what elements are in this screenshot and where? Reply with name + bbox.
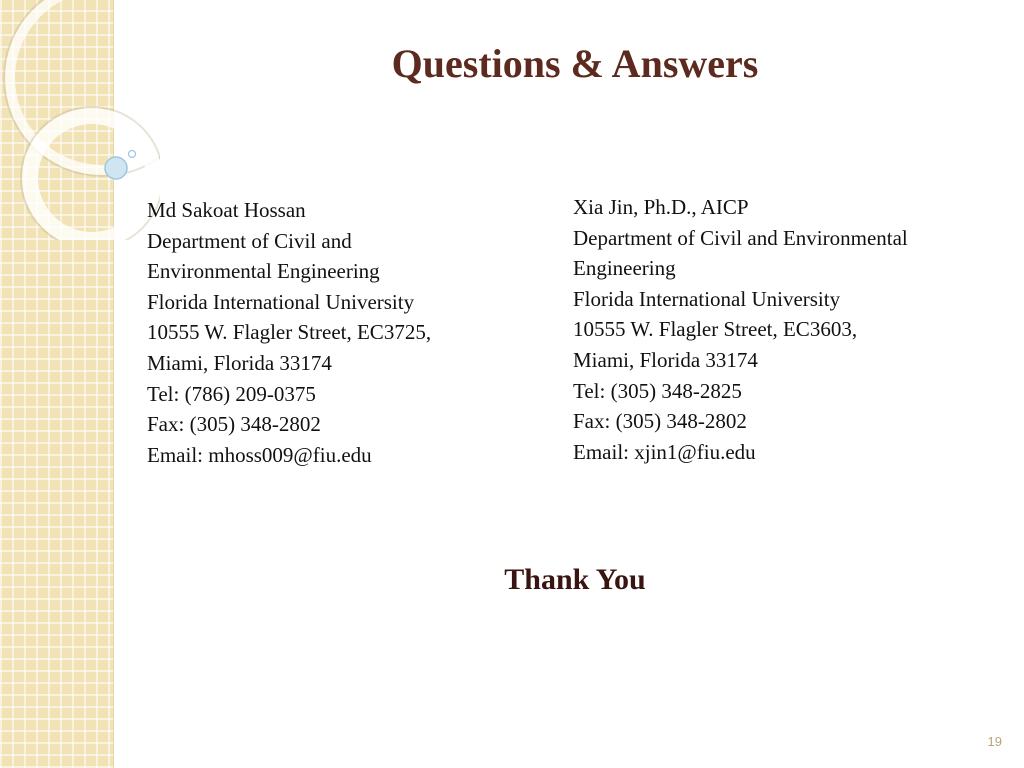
blue-dot (105, 157, 127, 179)
contact-line: 10555 W. Flagler Street, EC3725, (147, 320, 432, 345)
page-number: 19 (987, 734, 1002, 749)
contact-line: Fax: (305) 348-2802 (573, 409, 747, 434)
contact-line: Florida International University (147, 289, 415, 314)
page-title: Questions & Answers (391, 41, 759, 86)
contact-line: Tel: (786) 209-0375 (147, 381, 316, 406)
small-blue-dot (129, 151, 136, 158)
contact-block-jin (573, 192, 1003, 467)
contact-block-hossan (147, 195, 527, 470)
contact-line: Md Sakoat Hossan (147, 198, 306, 222)
contact-email: Email: xjin1@fiu.edu (573, 439, 756, 464)
contact-line: Engineering (573, 256, 676, 281)
contact-line: Tel: (305) 348-2825 (573, 378, 742, 403)
medium-ring (30, 116, 154, 240)
thank-you-text: Thank You (504, 563, 646, 596)
contact-line: Xia Jin, Ph.D., AICP (573, 195, 749, 219)
contact-line: Department of Civil and Environmental (573, 225, 908, 250)
contact-line: Miami, Florida 33174 (147, 350, 332, 375)
contact-line: Environmental Engineering (147, 259, 380, 284)
contact-line: 10555 W. Flagler Street, EC3603, (573, 317, 858, 342)
contact-line: Department of Civil and (147, 228, 352, 253)
contact-line: Miami, Florida 33174 (573, 347, 758, 372)
decorative-rings-graphic (0, 0, 160, 240)
contact-line: Fax: (305) 348-2802 (147, 412, 321, 437)
contact-email: Email: mhoss009@fiu.edu (147, 442, 372, 467)
contact-line: Florida International University (573, 286, 841, 311)
